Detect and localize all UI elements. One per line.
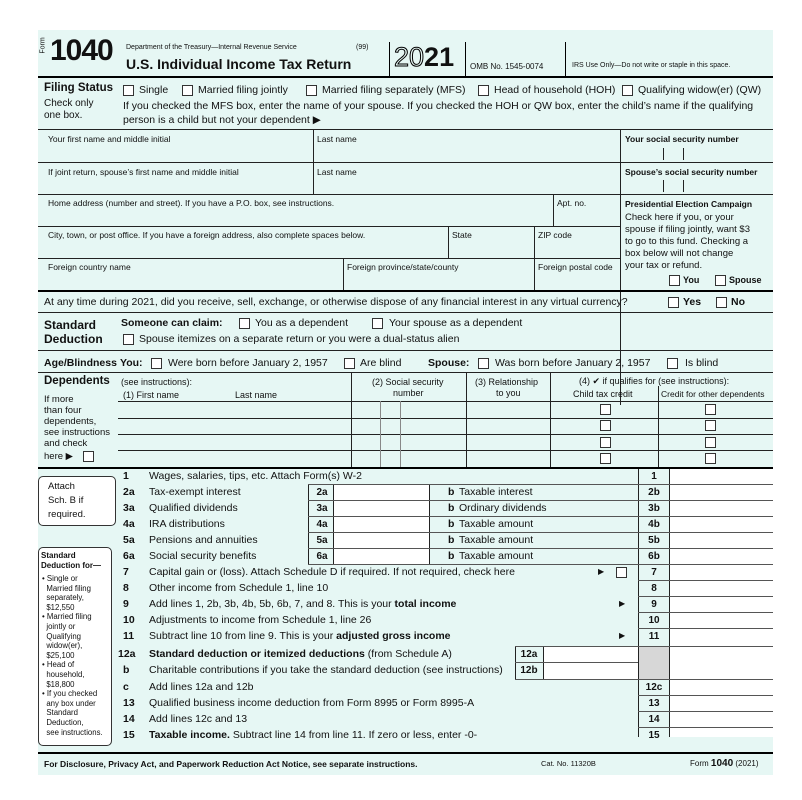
amount-box-label: 15 xyxy=(648,730,660,741)
sd-box-item: Standard xyxy=(42,708,78,718)
amount-input[interactable] xyxy=(670,550,772,564)
line-text-body: Add lines 1, 2b, 3b, 4b, 5b, 6b, 7, and 8. This is your xyxy=(149,598,392,610)
capital-gain-checkbox[interactable] xyxy=(616,567,627,578)
sd-box-item: any box under xyxy=(42,698,96,708)
amount-box-label: 14 xyxy=(648,714,660,725)
campaign-line-1: Check here if you, or your xyxy=(625,212,734,223)
dep-col1-label: (1) First name xyxy=(123,390,180,400)
amount-box-label: 8 xyxy=(651,583,657,594)
amount-input[interactable] xyxy=(670,713,772,727)
vc-yes-checkbox[interactable] xyxy=(668,297,679,308)
campaign-line-2: spouse if filing jointly, want $3 xyxy=(625,224,750,235)
form-1040 xyxy=(38,30,773,775)
dep-col3a-label: (3) Relationship xyxy=(475,377,539,387)
line-number: 15 xyxy=(123,729,135,741)
line-text xyxy=(149,664,503,676)
dep2-odc-checkbox[interactable] xyxy=(705,420,716,431)
line-number: 3a xyxy=(123,502,135,514)
amount-input[interactable] xyxy=(670,598,772,612)
line-text-bold: total income xyxy=(391,598,457,610)
amount-input[interactable] xyxy=(670,470,772,484)
line-number: 4a xyxy=(123,518,135,530)
campaign-line-3: to go to this fund. Checking a xyxy=(625,236,749,247)
sub-box-label: 12b xyxy=(520,665,538,676)
filing-note-2: person is a child but not your dependent ▶ xyxy=(123,114,321,126)
sd-box-item: household, xyxy=(42,670,85,679)
line-b-letter: b xyxy=(448,502,455,514)
line-text xyxy=(149,614,371,626)
you-born-before-label: Were born before January 2, 1957 xyxy=(168,357,328,369)
sub-amount-input[interactable] xyxy=(334,550,428,564)
sd-box-item: Married filing xyxy=(42,583,91,593)
line-number: c xyxy=(123,681,129,693)
line-text-body: Add lines 12a and 12b xyxy=(149,681,254,693)
home-address-label: Home address (number and street). If you have a P.O. box, see instructions. xyxy=(48,198,335,208)
line-text xyxy=(149,470,362,482)
amount-box-label: 4b xyxy=(648,519,660,530)
amount-input[interactable] xyxy=(670,502,772,516)
line-number: 12a xyxy=(118,648,136,660)
filing-note-1: If you checked the MFS box, enter the name of your spouse. If you checked the HOH or QW box, enter the child’s name if the qualifying xyxy=(123,100,754,112)
dep4-odc-checkbox[interactable] xyxy=(705,453,716,464)
dep4-ctc-checkbox[interactable] xyxy=(600,453,611,464)
you-born-before-checkbox[interactable] xyxy=(151,358,162,369)
line-number: 14 xyxy=(123,713,135,725)
line-b-text: Taxable interest xyxy=(459,486,533,498)
sd-box-item: • Single or xyxy=(42,574,78,583)
amount-box-label: 5b xyxy=(648,535,660,546)
amount-input[interactable] xyxy=(670,518,772,532)
arrow-icon: ▶ xyxy=(598,567,605,576)
line-b-text: Taxable amount xyxy=(459,534,534,546)
line-number: 7 xyxy=(123,566,129,578)
footer-form-num: 1040 xyxy=(710,758,734,769)
spouse-itemizes-checkbox[interactable] xyxy=(123,334,134,345)
dep-col1b-label: Last name xyxy=(235,390,278,400)
sd-box-item: separately, xyxy=(42,593,84,603)
line-b-text: Ordinary dividends xyxy=(459,502,547,514)
line-number: 6a xyxy=(123,550,135,562)
line-number: 8 xyxy=(123,582,129,594)
line-text xyxy=(149,713,247,725)
foreign-country-label: Foreign country name xyxy=(48,262,131,272)
std-deduction-heading-1: Standard xyxy=(44,318,97,332)
more-dependents-checkbox[interactable] xyxy=(83,451,94,462)
mfj-label: Married filing jointly xyxy=(198,84,288,96)
amount-box-label: 11 xyxy=(648,631,660,642)
year-bold: 21 xyxy=(424,42,455,72)
department-text: Department of the Treasury—Internal Revenue Service xyxy=(126,44,297,51)
amount-box-label: 1 xyxy=(651,471,657,482)
dep2-ctc-checkbox[interactable] xyxy=(600,420,611,431)
form-number: 1040 xyxy=(50,34,113,67)
line-text xyxy=(149,648,452,660)
sub-box-label: 3a xyxy=(316,503,328,514)
campaign-title: Presidential Election Campaign xyxy=(625,199,753,209)
sd-box-item: • If you checked xyxy=(42,689,98,699)
line-text-body: Capital gain or (loss). Attach Schedule D if required. If not required, check here xyxy=(149,566,515,578)
line-text xyxy=(149,630,451,642)
attach-line-3: required. xyxy=(48,509,86,520)
foreign-province-label: Foreign province/state/county xyxy=(347,262,459,272)
campaign-spouse-checkbox[interactable] xyxy=(715,275,726,286)
first-name-label: Your first name and middle initial xyxy=(48,134,171,144)
amount-box-label: 6b xyxy=(648,551,660,562)
spouse-itemizes-label: Spouse itemizes on a separate return or you were a dual-status alien xyxy=(139,333,460,345)
line-text xyxy=(149,582,328,594)
footer-form-word: Form xyxy=(690,759,709,768)
age-blindness-heading: Age/Blindness xyxy=(44,357,117,369)
hoh-checkbox[interactable] xyxy=(478,85,489,96)
amount-input[interactable] xyxy=(670,614,772,628)
amount-box-label: 7 xyxy=(651,567,657,578)
amount-input[interactable] xyxy=(670,582,772,596)
vc-yes-label: Yes xyxy=(683,296,702,308)
zip-label: ZIP code xyxy=(538,230,572,240)
amount-input[interactable] xyxy=(670,697,772,711)
line-text-body: Wages, salaries, tips, etc. Attach Form(s) W-2 xyxy=(149,470,362,482)
sub-box-label: 6a xyxy=(316,551,328,562)
omb-number: OMB No. 1545-0074 xyxy=(470,62,544,71)
sd-box-item: jointly or xyxy=(42,622,76,631)
amount-box-label: 2b xyxy=(648,487,660,498)
sd-box-item: $25,100 xyxy=(42,650,75,660)
line-number: 1 xyxy=(123,470,129,482)
line-text xyxy=(149,681,254,693)
sd-box-item: • Married filing xyxy=(42,612,92,622)
line-text xyxy=(149,598,456,610)
mfs-label: Married filing separately (MFS) xyxy=(322,84,466,96)
line-number: 10 xyxy=(123,614,135,626)
dep-col2b-label: number xyxy=(393,388,424,398)
sd-box-item: $18,800 xyxy=(42,679,75,689)
spouse-dependent-checkbox[interactable] xyxy=(372,318,383,329)
line-number: 9 xyxy=(123,598,129,610)
line-text-body: Qualified dividends xyxy=(149,502,238,514)
sub-box-label: 12a xyxy=(520,649,538,660)
dep-col4-label: (4) ✔ if qualifies for (see instructions): xyxy=(579,376,730,386)
someone-can-claim: Someone can claim: xyxy=(121,317,223,329)
age-you-label: You: xyxy=(120,357,143,369)
line-text-body: Subtract line 14 from line 11. If zero or less, enter -0- xyxy=(232,729,478,741)
dep-col4b-label: Credit for other dependents xyxy=(661,389,765,399)
sd-box-title-1: Standard xyxy=(41,551,76,560)
mfs-checkbox[interactable] xyxy=(306,85,317,96)
footer-form-year: (2021) xyxy=(735,759,759,768)
single-checkbox[interactable] xyxy=(123,85,134,96)
footer-cat-no: Cat. No. 11320B xyxy=(541,759,596,768)
dep1-ctc-checkbox[interactable] xyxy=(600,404,611,415)
line-number: 11 xyxy=(123,630,135,642)
sd-box-item: Qualifying xyxy=(42,631,82,641)
sd-box-title-2: Deduction for— xyxy=(41,561,101,570)
campaign-you-checkbox[interactable] xyxy=(669,275,680,286)
foreign-postal-label: Foreign postal code xyxy=(538,262,613,272)
line-text xyxy=(149,518,225,530)
campaign-line-5: your tax or refund. xyxy=(625,260,703,271)
sd-box-item: see instructions. xyxy=(42,727,103,737)
amount-box-label: 13 xyxy=(648,698,660,709)
line-text xyxy=(149,502,238,514)
spouse-last-label: Last name xyxy=(317,167,357,177)
city-label: City, town, or post office. If you have a foreign address, also complete spaces below. xyxy=(48,230,366,240)
dependents-heading: Dependents xyxy=(44,375,110,387)
amount-box-label: 9 xyxy=(651,599,657,610)
spouse-first-label: If joint return, spouse’s first name and middle initial xyxy=(48,167,239,177)
dep-col3b-label: to you xyxy=(496,388,521,398)
state-label: State xyxy=(452,230,472,240)
campaign-you-label: You xyxy=(683,275,700,285)
qw-label: Qualifying widow(er) (QW) xyxy=(638,84,762,96)
dep3-ctc-checkbox[interactable] xyxy=(600,437,611,448)
filing-status-heading: Filing Status xyxy=(44,82,113,94)
tax-year xyxy=(394,42,454,73)
age-spouse-label: Spouse: xyxy=(428,357,470,369)
line-text-body: Qualified business income deduction from Form 8995 or Form 8995-A xyxy=(149,697,475,709)
vc-no-checkbox[interactable] xyxy=(716,297,727,308)
line-b-letter: b xyxy=(448,534,455,546)
attach-line-2: Sch. B if xyxy=(48,495,84,506)
ssn-label: Your social security number xyxy=(625,134,739,144)
sub-box-label: 4a xyxy=(316,519,328,530)
spouse-blind-label: Is blind xyxy=(685,357,719,369)
dep-side-4: see instructions xyxy=(44,427,111,438)
vc-no-label: No xyxy=(731,296,745,308)
arrow-icon: ▶ xyxy=(619,631,626,640)
line-text-bold: adjusted gross income xyxy=(333,630,451,642)
line-text-bold: Standard deduction or itemized deductions xyxy=(149,648,368,660)
spouse-blind-checkbox[interactable] xyxy=(667,358,678,369)
line-number: 2a xyxy=(123,486,135,498)
dep1-odc-checkbox[interactable] xyxy=(705,404,716,415)
you-blind-label: Are blind xyxy=(360,357,402,369)
hoh-label: Head of household (HOH) xyxy=(494,84,616,96)
you-dependent-checkbox[interactable] xyxy=(239,318,250,329)
apt-label: Apt. no. xyxy=(557,198,587,208)
form-label-vertical: Form xyxy=(39,37,47,54)
amount-box-label: 12c xyxy=(645,682,663,693)
you-blind-checkbox[interactable] xyxy=(344,358,355,369)
line-b-text: Taxable amount xyxy=(459,518,534,530)
attach-line-1: Attach xyxy=(48,481,75,492)
sd-box-item: $12,550 xyxy=(42,602,75,612)
line-text-body: Charitable contributions if you take the standard deduction (see instructions) xyxy=(149,664,503,676)
dep-side-1: If more xyxy=(44,394,74,405)
line-text-body: (from Schedule A) xyxy=(367,648,452,660)
line-text-body: Social security benefits xyxy=(149,550,257,562)
dep-side-3: dependents, xyxy=(44,416,97,427)
amount-input[interactable] xyxy=(670,486,772,500)
line-text-body: Tax-exempt interest xyxy=(149,486,241,498)
irs-use-only: IRS Use Only—Do not write or staple in this space. xyxy=(572,62,731,69)
sub-box-label: 5a xyxy=(316,535,328,546)
amount-box-label: 3b xyxy=(648,503,660,514)
sub-amount-input[interactable] xyxy=(334,502,428,516)
campaign-line-4: box below will not change xyxy=(625,248,734,259)
dep-side-here: here ▶ xyxy=(44,451,73,462)
line-b-text: Taxable amount xyxy=(459,550,534,562)
amount-input[interactable] xyxy=(670,630,772,644)
spouse-born-before-checkbox[interactable] xyxy=(478,358,489,369)
std-deduction-heading-2: Deduction xyxy=(44,332,103,346)
line-text-body: Adjustments to income from Schedule 1, line 26 xyxy=(149,614,372,626)
line-text xyxy=(149,486,241,498)
sub-amount-input[interactable] xyxy=(334,486,428,500)
line-text-body: Add lines 12c and 13 xyxy=(149,713,248,725)
qw-checkbox[interactable] xyxy=(622,85,633,96)
line-text xyxy=(149,697,474,709)
line-text xyxy=(149,566,515,578)
single-label: Single xyxy=(139,84,169,96)
line-text xyxy=(149,550,256,562)
line-text-body: Subtract line 10 from line 9. This is your xyxy=(149,630,334,642)
line-number: b xyxy=(123,664,130,676)
dependents-see: (see instructions): xyxy=(121,377,193,387)
footer-form-ref xyxy=(690,758,759,769)
line-text-body: Pensions and annuities xyxy=(149,534,258,546)
spouse-born-before-label: Was born before January 2, 1957 xyxy=(495,357,651,369)
spouse-ssn-label: Spouse’s social security number xyxy=(625,167,758,177)
line-b-letter: b xyxy=(448,518,455,530)
dep-col4a-label: Child tax credit xyxy=(573,389,633,399)
line-number: 5a xyxy=(123,534,135,546)
form-title: U.S. Individual Income Tax Return xyxy=(126,56,352,72)
you-dependent-label: You as a dependent xyxy=(255,317,349,329)
line-text xyxy=(149,534,258,546)
virtual-currency-question: At any time during 2021, did you receive, sell, exchange, or otherwise dispose of any financial interest in any virtual currency? xyxy=(44,296,628,308)
line-text-body: Other income from Schedule 1, line 10 xyxy=(149,582,329,594)
dep-side-2: than four xyxy=(44,405,82,416)
dep3-odc-checkbox[interactable] xyxy=(705,437,716,448)
line-b-letter: b xyxy=(448,550,455,562)
amount-input[interactable] xyxy=(670,681,772,695)
amount-input[interactable] xyxy=(670,729,772,743)
footer-disclosure: For Disclosure, Privacy Act, and Paperwork Reduction Act Notice, see separate instructions. xyxy=(44,759,418,769)
campaign-spouse-label: Spouse xyxy=(729,275,762,285)
amount-box-label: 10 xyxy=(648,615,660,626)
dep-side-5: and check xyxy=(44,438,88,449)
filing-status-sub1: Check only xyxy=(44,98,94,109)
sd-box-item: • Head of xyxy=(42,660,75,670)
filing-status-sub2: one box. xyxy=(44,110,83,121)
line-text xyxy=(149,729,477,741)
line-b-letter: b xyxy=(448,486,455,498)
last-name-label: Last name xyxy=(317,134,357,144)
spouse-dependent-label: Your spouse as a dependent xyxy=(389,317,523,329)
sub-amount-input[interactable] xyxy=(334,534,428,548)
code-99: (99) xyxy=(356,44,369,51)
sd-box-item: Deduction, xyxy=(42,718,84,727)
sub-amount-input[interactable] xyxy=(334,518,428,532)
arrow-icon: ▶ xyxy=(619,599,626,608)
sd-box-item: widow(er), xyxy=(42,641,83,651)
sub-box-label: 2a xyxy=(316,487,328,498)
line-text-body: IRA distributions xyxy=(149,518,225,530)
amount-input[interactable] xyxy=(670,566,772,580)
dep-col2a-label: (2) Social security xyxy=(372,377,444,387)
line-text-bold: Taxable income. xyxy=(149,729,233,741)
mfj-checkbox[interactable] xyxy=(182,85,193,96)
amount-input[interactable] xyxy=(670,534,772,548)
year-outline: 20 xyxy=(394,42,425,72)
line-number: 13 xyxy=(123,697,135,709)
